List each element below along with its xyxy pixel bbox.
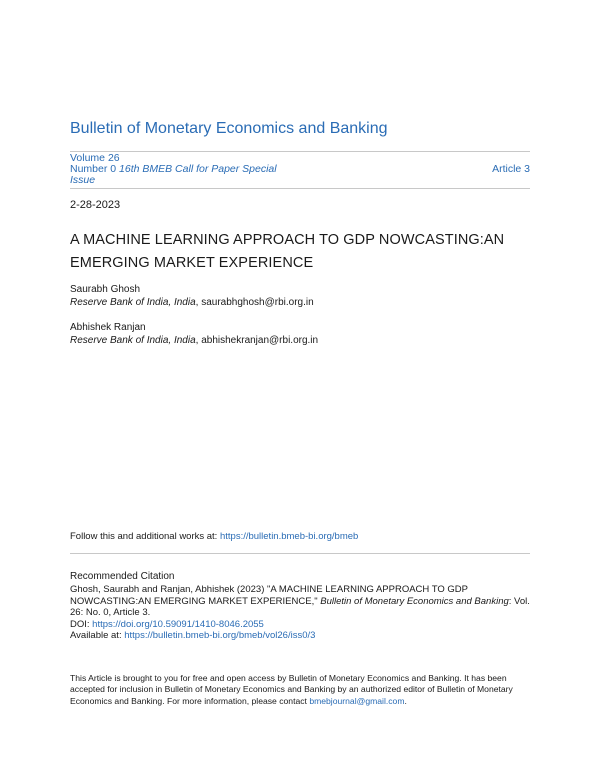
follow-link[interactable]: https://bulletin.bmeb-bi.org/bmeb xyxy=(219,531,359,542)
volume-link[interactable]: Volume 26 xyxy=(70,152,120,164)
divider xyxy=(70,151,530,152)
author-affiliation: Reserve Bank of India, India xyxy=(70,335,196,346)
citation-heading: Recommended Citation xyxy=(70,571,175,582)
number-label: Number 0 xyxy=(70,163,117,175)
article-link[interactable]: Article 3 xyxy=(492,163,530,175)
issue-meta xyxy=(70,153,530,186)
follow-line xyxy=(70,531,358,542)
available-label: Available at: xyxy=(70,630,125,641)
doi-link[interactable]: https://doi.org/10.59091/1410-8046.2055 xyxy=(92,618,264,630)
divider xyxy=(70,188,530,189)
access-notice-end: . xyxy=(404,695,407,706)
author-entry: Abhishek Ranjan Reserve Bank of India, India, abhishekranjan@rbi.org.in xyxy=(70,322,319,346)
author-name: Abhishek Ranjan xyxy=(70,322,146,333)
author-entry: Saurabh Ghosh Reserve Bank of India, India, saurabhghosh@rbi.org.in xyxy=(70,284,314,308)
citation-text: Ghosh, Saurabh and Ranjan, Abhishek (2023) "A MACHINE LEARNING APPROACH TO GDP NOWCASTING:AN EMERGING MARKET EXPERIENCE," xyxy=(70,584,468,607)
publication-date: 2-28-2023 xyxy=(70,199,121,211)
access-notice xyxy=(70,673,540,707)
access-notice-text: This Article is brought to you for free and open access by Bulletin of Monetary Economics and Banking. It has been accepted for inclusion in Bulletin of Monetary Economics and Banking by an authorized editor of Bulletin of Monetary Economics and Banking. For more information, please contact xyxy=(70,673,513,706)
citation-block xyxy=(70,584,540,642)
author-name: Saurabh Ghosh xyxy=(70,284,141,295)
divider xyxy=(70,553,530,554)
available-link[interactable]: https://bulletin.bmeb-bi.org/bmeb/vol26/iss0/3 xyxy=(124,630,316,641)
follow-text: Follow this and additional works at: xyxy=(70,531,220,542)
issue-link[interactable] xyxy=(70,164,300,186)
author-email: saurabhghosh@rbi.org.in xyxy=(201,297,314,308)
journal-title-link[interactable]: Bulletin of Monetary Economics and Banking xyxy=(70,120,388,137)
issue-label: 16th BMEB Call for Paper Special Issue xyxy=(70,163,277,186)
doi-label: DOI: xyxy=(70,618,93,630)
contact-email-link[interactable]: bmebjournal@gmail.com xyxy=(309,695,405,706)
citation-journal: Bulletin of Monetary Economics and Banking xyxy=(320,595,509,607)
paper-title: A MACHINE LEARNING APPROACH TO GDP NOWCASTING:AN EMERGING MARKET EXPERIENCE xyxy=(70,232,505,271)
author-affiliation: Reserve Bank of India, India xyxy=(70,297,196,308)
citation-volume: : Vol. 26: No. 0, Article 3. xyxy=(70,595,530,618)
author-email: abhishekranjan@rbi.org.in xyxy=(201,335,319,346)
